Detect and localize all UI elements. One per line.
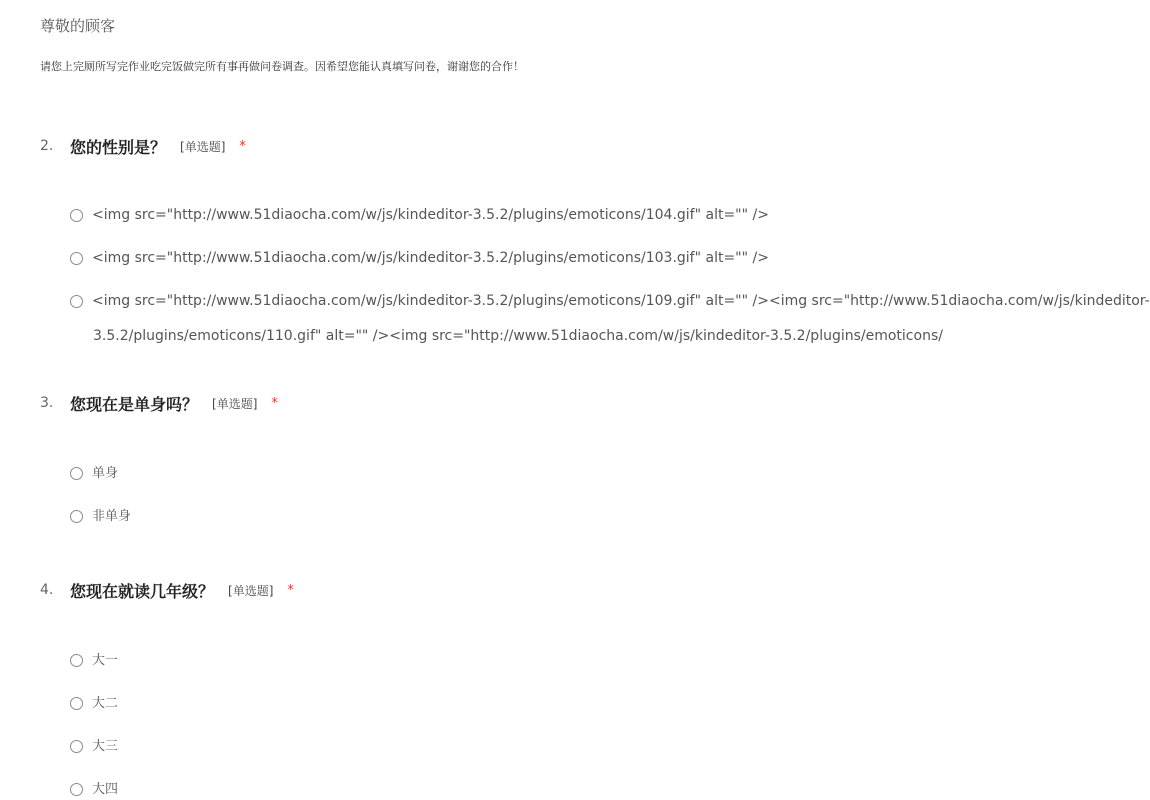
radio-button[interactable] bbox=[70, 783, 83, 796]
option-grade-2[interactable] bbox=[70, 695, 118, 712]
option-gender-3[interactable] bbox=[70, 293, 1150, 310]
required-marker: * bbox=[271, 395, 278, 411]
option-label[interactable]: 大一 bbox=[92, 653, 119, 668]
option-label[interactable]: 大二 bbox=[92, 696, 119, 711]
question-type-tag: [单选题] bbox=[180, 139, 226, 154]
option-grade-4[interactable] bbox=[70, 781, 118, 798]
option-label[interactable]: <img src="http://www.51diaocha.com/w/js/kindeditor-3.5.2/plugins/emoticons/103.gif" alt="" /> bbox=[92, 250, 769, 266]
required-marker: * bbox=[239, 138, 246, 154]
radio-button[interactable] bbox=[70, 467, 83, 480]
radio-button[interactable] bbox=[70, 740, 83, 753]
radio-button[interactable] bbox=[70, 252, 83, 265]
option-label-continuation[interactable]: 3.5.2/plugins/emoticons/110.gif" alt="" /><img src="http://www.51diaocha.com/w/js/kindeditor-3.5.2/plugins/emoticons/ bbox=[93, 328, 943, 344]
option-gender-2[interactable] bbox=[70, 250, 769, 267]
question-number: 4. bbox=[40, 582, 54, 598]
question-type-tag: [单选题] bbox=[212, 396, 258, 411]
radio-button[interactable] bbox=[70, 654, 83, 667]
question-gender bbox=[40, 134, 900, 158]
question-header bbox=[40, 134, 900, 158]
question-title: 您的性别是？ bbox=[70, 137, 167, 157]
question-title: 您现在是单身吗？ bbox=[70, 394, 199, 414]
question-title: 您现在就读几年级？ bbox=[70, 581, 215, 601]
question-number: 3. bbox=[40, 395, 54, 411]
option-label[interactable]: 大三 bbox=[92, 739, 119, 754]
radio-button[interactable] bbox=[70, 209, 83, 222]
radio-button[interactable] bbox=[70, 510, 83, 523]
intro-text: 请您上完厕所写完作业吃完饭做完所有事再做问卷调查。因希望您能认真填写问卷，谢谢您的合作！ bbox=[40, 60, 524, 73]
question-header bbox=[40, 578, 900, 602]
option-label[interactable]: 单身 bbox=[92, 466, 119, 481]
required-marker: * bbox=[287, 582, 294, 598]
question-single-status bbox=[40, 391, 900, 415]
option-grade-1[interactable] bbox=[70, 652, 118, 669]
option-grade-3[interactable] bbox=[70, 738, 118, 755]
greeting-heading: 尊敬的顾客 bbox=[40, 17, 116, 35]
option-label[interactable]: 大四 bbox=[92, 782, 119, 797]
radio-button[interactable] bbox=[70, 295, 83, 308]
option-gender-1[interactable] bbox=[70, 207, 769, 224]
option-label[interactable]: <img src="http://www.51diaocha.com/w/js/kindeditor-3.5.2/plugins/emoticons/104.gif" alt="" /> bbox=[92, 207, 769, 223]
option-label[interactable]: <img src="http://www.51diaocha.com/w/js/kindeditor-3.5.2/plugins/emoticons/109.gif" alt="" /><img src="http://www.51diaocha.com/w/js/kindeditor- bbox=[92, 293, 1150, 309]
option-not-single[interactable] bbox=[70, 508, 131, 525]
option-single[interactable] bbox=[70, 465, 118, 482]
option-label[interactable]: 非单身 bbox=[92, 509, 132, 524]
question-number: 2. bbox=[40, 138, 54, 154]
radio-button[interactable] bbox=[70, 697, 83, 710]
question-type-tag: [单选题] bbox=[228, 583, 274, 598]
question-header bbox=[40, 391, 900, 415]
question-grade bbox=[40, 578, 900, 602]
